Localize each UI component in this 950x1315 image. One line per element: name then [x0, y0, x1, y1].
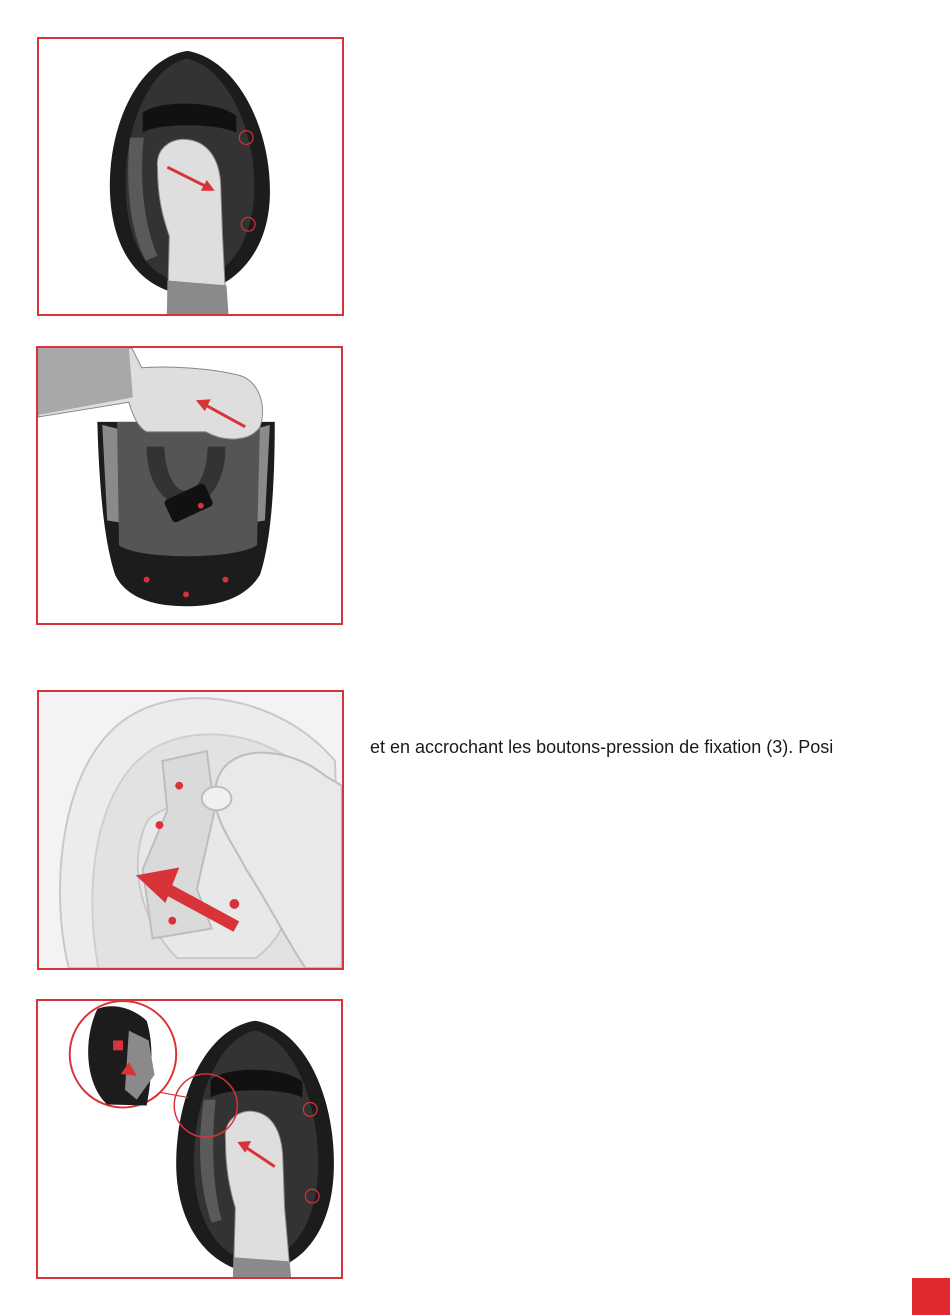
- step-3-illustration: [37, 690, 344, 970]
- instruction-text: et en accrochant les boutons-pression de fixation (3). Posi: [370, 737, 834, 757]
- step-2-illustration: [36, 346, 343, 625]
- page-corner-tab: [912, 1278, 950, 1315]
- hand-icon: [38, 348, 262, 439]
- zoom-detail-icon: [70, 1001, 176, 1107]
- helmet-icon: [97, 422, 274, 606]
- step-1-illustration: [37, 37, 344, 316]
- step-4-illustration: [36, 999, 343, 1279]
- hand-icon: [157, 139, 228, 314]
